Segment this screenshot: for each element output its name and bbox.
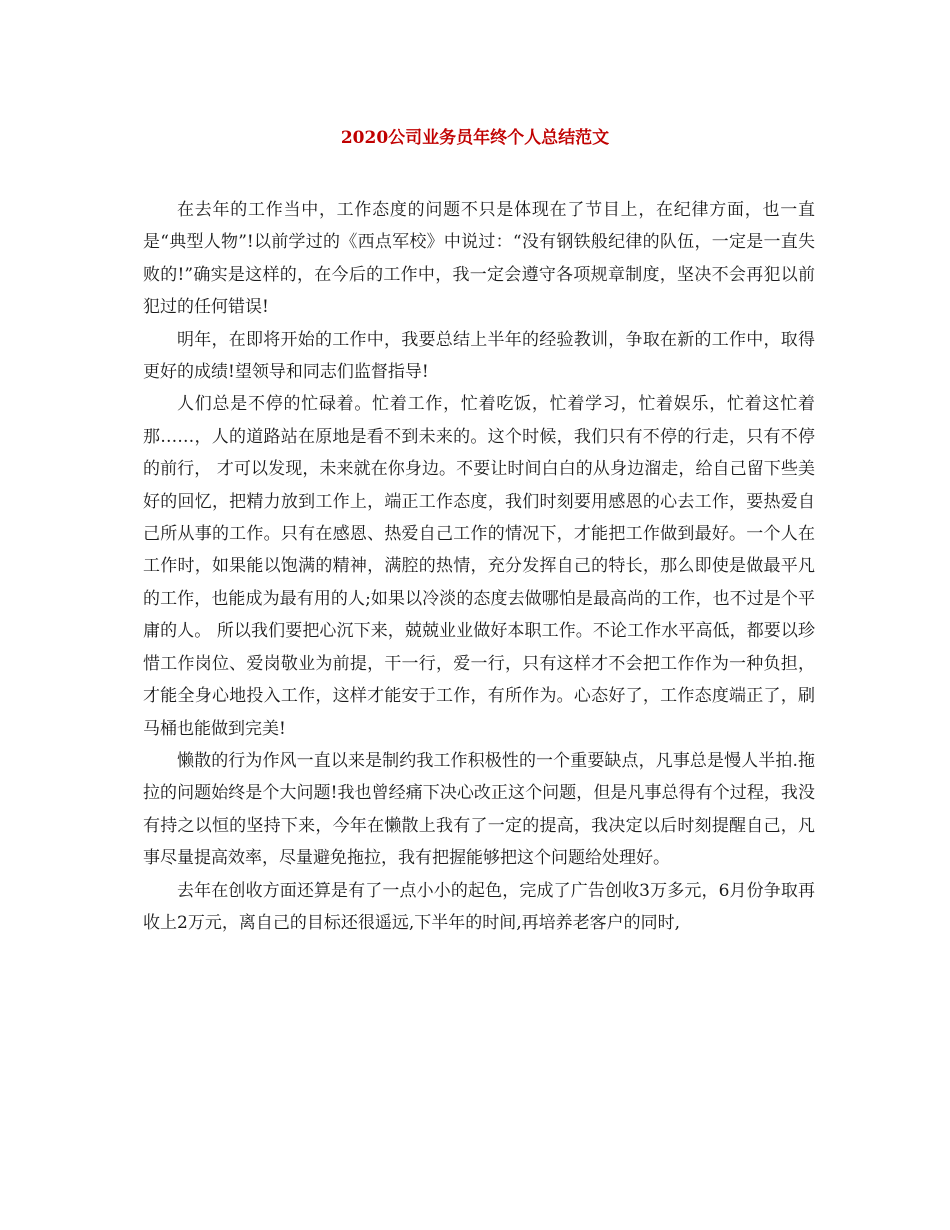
document-title: 2020公司业务员年终个人总结范文 xyxy=(340,128,610,148)
paragraph: 懒散的行为作风一直以来是制约我工作积极性的一个重要缺点，凡事总是慢人半拍.拖拉的问题始终是个大问题!我也曾经痛下决心改正这个问题，但是凡事总得有个过程，我没有持之以恒的坚持下来，今年在懒散上我有了一定的提高，我决定以后时刻提醒自己，凡事尽量提高效率，尽量避免拖拉，我有把握能够把这个问题给处理好。 xyxy=(143,750,815,869)
paragraph: 人们总是不停的忙碌着。忙着工作，忙着吃饭，忙着学习，忙着娱乐，忙着这忙着那……，人的道路站在原地是看不到未来的。这个时候，我们只有不停的行走，只有不停的前行， 才可以发现，未来就在你身边。不要让时间白白的从身边溜走，给自己留下些美好的回忆，把精力放到工作上，端正工作态度，我们时刻要用感恩的心去工作，要热爱自己所从事的工作。只有在感恩、热爱自己工作的情况下，才能把工作做到最好。一个人在工作时，如果能以饱满的精神，满腔的热情，充分发挥自己的特长，那么即使是做最平凡的工作，也能成为最有用的人;如果以冷淡的态度去做哪怕是最高尚的工作，也不过是个平庸的人。 所以我们要把心沉下来，兢兢业业做好本职工作。不论工作水平高低，都要以珍惜工作岗位、爱岗敬业为前提，干一行，爱一行，只有这样才不会把工作作为一种负担，才能全身心地投入工作，这样才能安于工作，有所作为。心态好了，工作态度端正了，刷马桶也能做到完美! xyxy=(143,394,815,739)
document-body xyxy=(143,194,815,939)
paragraph: 去年在创收方面还算是有了一点小小的起色，完成了广告创收3万多元，6月份争取再收上2万元，离自己的目标还很遥远,下半年的时间,再培养老客户的同时, xyxy=(143,880,815,933)
paragraph: 明年，在即将开始的工作中，我要总结上半年的经验教训，争取在新的工作中，取得更好的成绩!望领导和同志们监督指导! xyxy=(143,329,815,383)
paragraph: 在去年的工作当中，工作态度的问题不只是体现在了节目上，在纪律方面，也一直是“典型人物”!以前学过的《西点军校》中说过：“没有钢铁般纪律的队伍，一定是一直失败的!”确实是这样的，在今后的工作中，我一定会遵守各项规章制度，坚决不会再犯以前犯过的任何错误! xyxy=(143,200,815,318)
